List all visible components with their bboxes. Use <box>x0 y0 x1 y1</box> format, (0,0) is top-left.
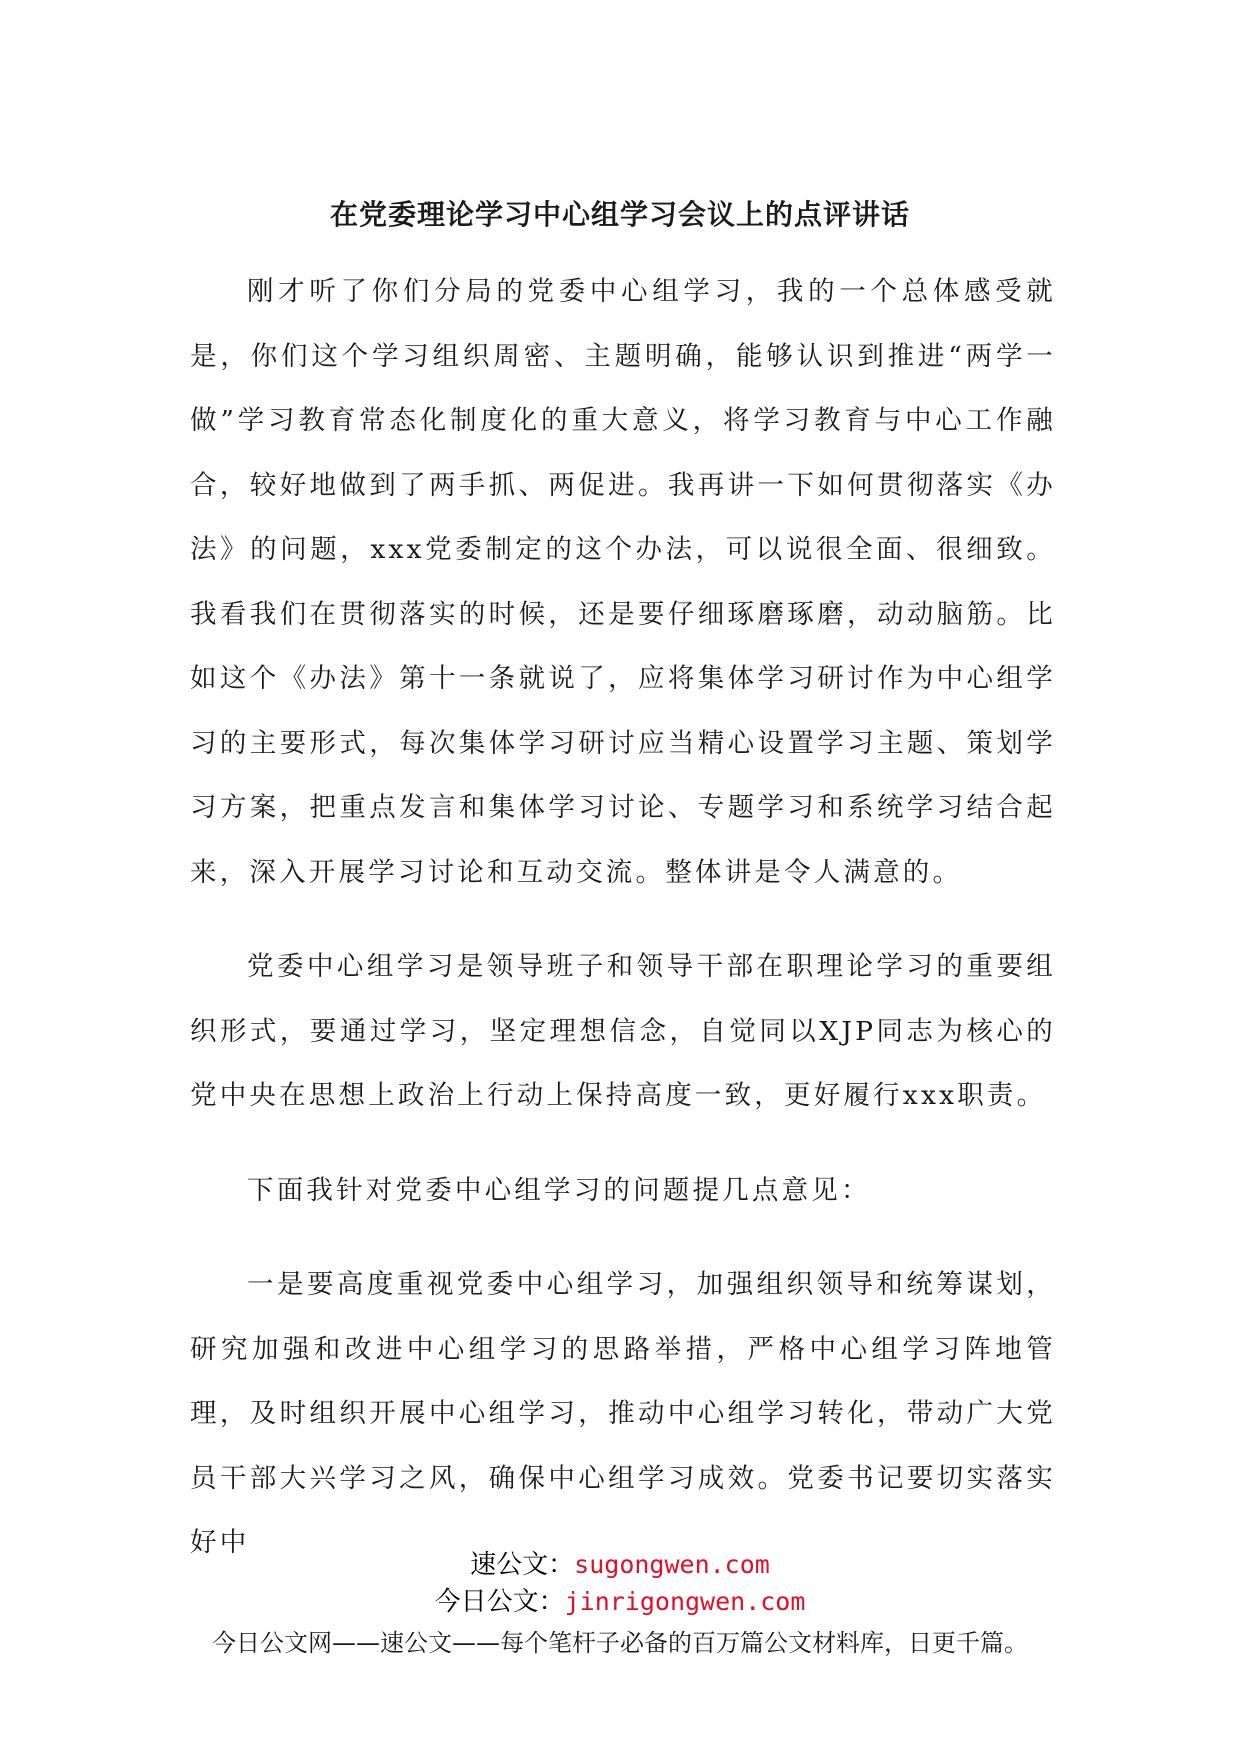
document-body <box>190 260 1056 1576</box>
footer-sugongwen <box>0 1547 1240 1583</box>
footer-jinrigongwen-label: 今日公文： <box>434 1587 565 1617</box>
paragraph-4: 一是要高度重视党委中心组学习，加强组织领导和统筹谋划，研究加强和改进中心组学习的思路举措，严格中心组学习阵地管理，及时组织开展中心组学习，推动中心组学习转化，带动广大党员干部大兴学习之风，确保中心组学习成效。党委书记要切实落实好中 <box>190 1269 1056 1558</box>
paragraph-3: 下面我针对党委中心组学习的问题提几点意见： <box>247 1174 871 1206</box>
footer-sugongwen-link[interactable]: sugongwen.com <box>574 1550 770 1579</box>
footer-sugongwen-label: 速公文： <box>470 1550 575 1580</box>
paragraph-1: 刚才听了你们分局的党委中心组学习，我的一个总体感受就是，你们这个学习组织周密、主题明确，能够认识到推进“两学一做”学习教育常态化制度化的重大意义，将学习教育与中心工作融合，较好地做到了两手抓、两促进。我再讲一下如何贯彻落实《办法》的问题，xxx党委制定的这个办法，可以说很全面、很细致。我看我们在贯彻落实的时候，还是要仔细琢磨琢磨，动动脑筋。比如这个《办法》第十一条就说了，应将集体学习研讨作为中心组学习的主要形式，每次集体学习研讨应当精心设置学习主题、策划学习方案，把重点发言和集体学习讨论、专题学习和系统学习结合起来，深入开展学习讨论和互动交流。整体讲是令人满意的。 <box>190 276 1056 888</box>
page-title: 在党委理论学习中心组学习会议上的点评讲话 <box>329 197 910 231</box>
footer-jinrigongwen <box>0 1584 1240 1620</box>
footer-jinrigongwen-link[interactable]: jinrigongwen.com <box>564 1587 806 1616</box>
footer-slogan: 今日公文网——速公文——每个笔杆子必备的百万篇公文材料库，日更千篇。 <box>212 1629 1028 1657</box>
paragraph-2: 党委中心组学习是领导班子和领导干部在职理论学习的重要组织形式，要通过学习，坚定理想信念，自觉同以XJP同志为核心的党中央在思想上政治上行动上保持高度一致，更好履行xxx职责。 <box>190 951 1056 1111</box>
